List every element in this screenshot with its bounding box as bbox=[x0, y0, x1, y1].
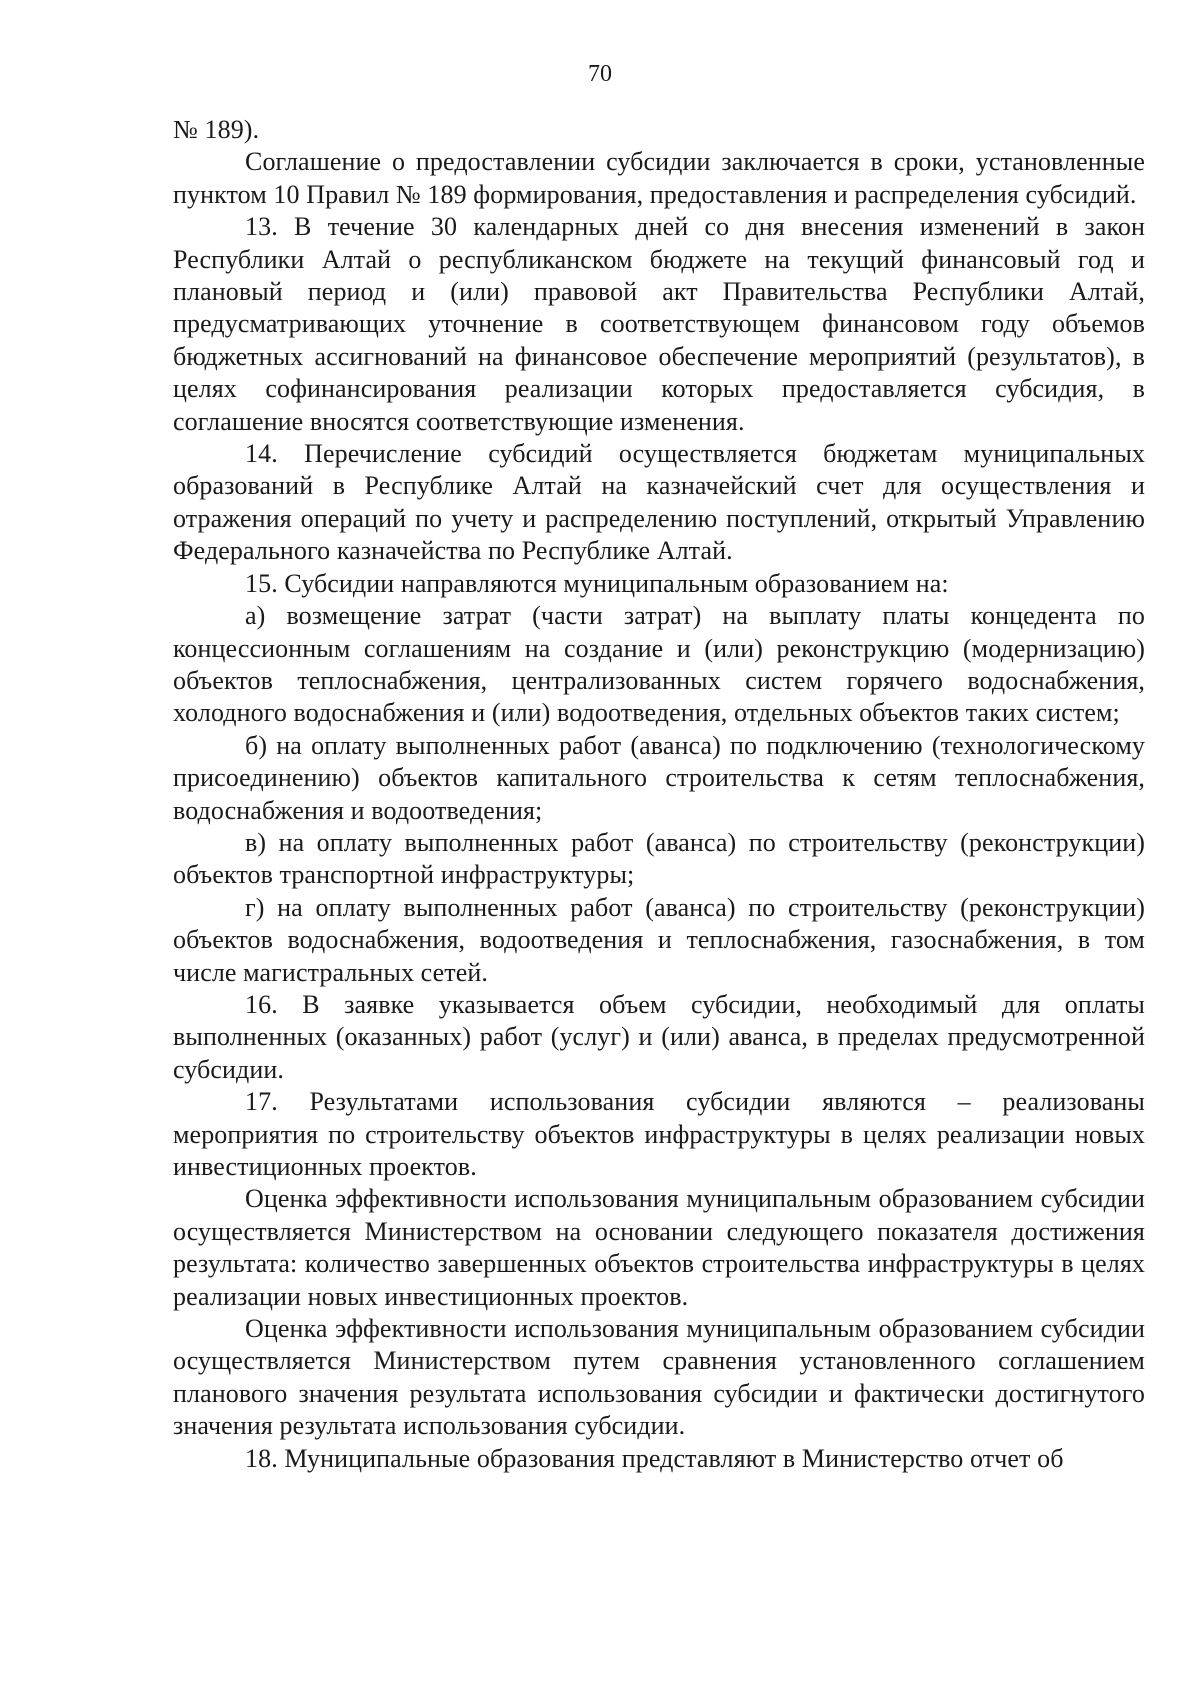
paragraph-15-b: б) на оплату выполненных работ (аванса) по подключению (технологическому присоединению) объектов капитального строительства к сетям теплоснабжения, водоснабжения и водоотведения; bbox=[173, 730, 1145, 825]
paragraph-17: 17. Результатами использования субсидии являются – реализованы мероприятия по строительству объектов инфраструктуры в целях реализации новых инвестиционных проектов. bbox=[173, 1087, 1145, 1181]
paragraph-14: 14. Перечисление субсидий осуществляется бюджетам муниципальных образований в Республике Алтай на казначейский счет для осуществления и отражения операций по учету и распределению поступлений, открытый Управлению Федерального казначейства по Республике Алтай. bbox=[173, 439, 1145, 566]
paragraph-continuation: № 189). bbox=[173, 115, 260, 144]
paragraph-evaluation-indicator: Оценка эффективности использования муниципальным образованием субсидии осуществляется Министерством на основании следующего показателя достижения результата: количество завершенных объектов строительства инфраструктуры в целях реализации новых инвестиционных проектов. bbox=[173, 1184, 1145, 1311]
paragraph-agreement-terms: Соглашение о предоставлении субсидии заключается в сроки, установленные пунктом 10 Правил № 189 формирования, предоставления и распределения субсидий. bbox=[173, 147, 1145, 209]
paragraph-15-v: в) на оплату выполненных работ (аванса) по строительству (реконструкции) объектов транспортной инфраструктуры; bbox=[173, 827, 1145, 890]
paragraph-15-a: а) возмещение затрат (части затрат) на выплату платы концедента по концессионным соглашениям на создание и (или) реконструкцию (модернизацию) объектов теплоснабжения, централизованных систем горячего водоснабжения, холодного водоснабжения и (или) водоотведения, отдельных объектов таких систем; bbox=[173, 601, 1145, 728]
paragraph-15-g: г) на оплату выполненных работ (аванса) по строительству (реконструкции) объектов водоснабжения, водоотведения и теплоснабжения, газоснабжения, в том числе магистральных сетей. bbox=[173, 892, 1145, 987]
page-number: 70 bbox=[588, 61, 612, 87]
paragraph-15: 15. Субсидии направляются муниципальным образованием на: bbox=[245, 568, 949, 598]
paragraph-13: 13. В течение 30 календарных дней со дня внесения изменений в закон Республики Алтай о республиканском бюджете на текущий финансовый год и плановый период и (или) правовой акт Правительства Республики Алтай, предусматривающих уточнение в соответствующем финансовом году объемов бюджетных ассигнований на финансовое обеспечение мероприятий (результатов), в целях софинансирования реализации которых предоставляется субсидия, в соглашение вносятся соответствующие изменения. bbox=[173, 212, 1145, 436]
paragraph-evaluation-comparison: Оценка эффективности использования муниципальным образованием субсидии осуществляется Министерством путем сравнения установленного соглашением планового значения результата использования субсидии и фактически достигнутого значения результата использования субсидии. bbox=[173, 1314, 1145, 1441]
paragraph-16: 16. В заявке указывается объем субсидии, необходимый для оплаты выполненных (оказанных) работ (услуг) и (или) аванса, в пределах предусмотренной субсидии. bbox=[173, 989, 1145, 1084]
paragraph-18: 18. Муниципальные образования представляют в Министерство отчет об bbox=[245, 1443, 1064, 1473]
document-body bbox=[173, 114, 1145, 1475]
